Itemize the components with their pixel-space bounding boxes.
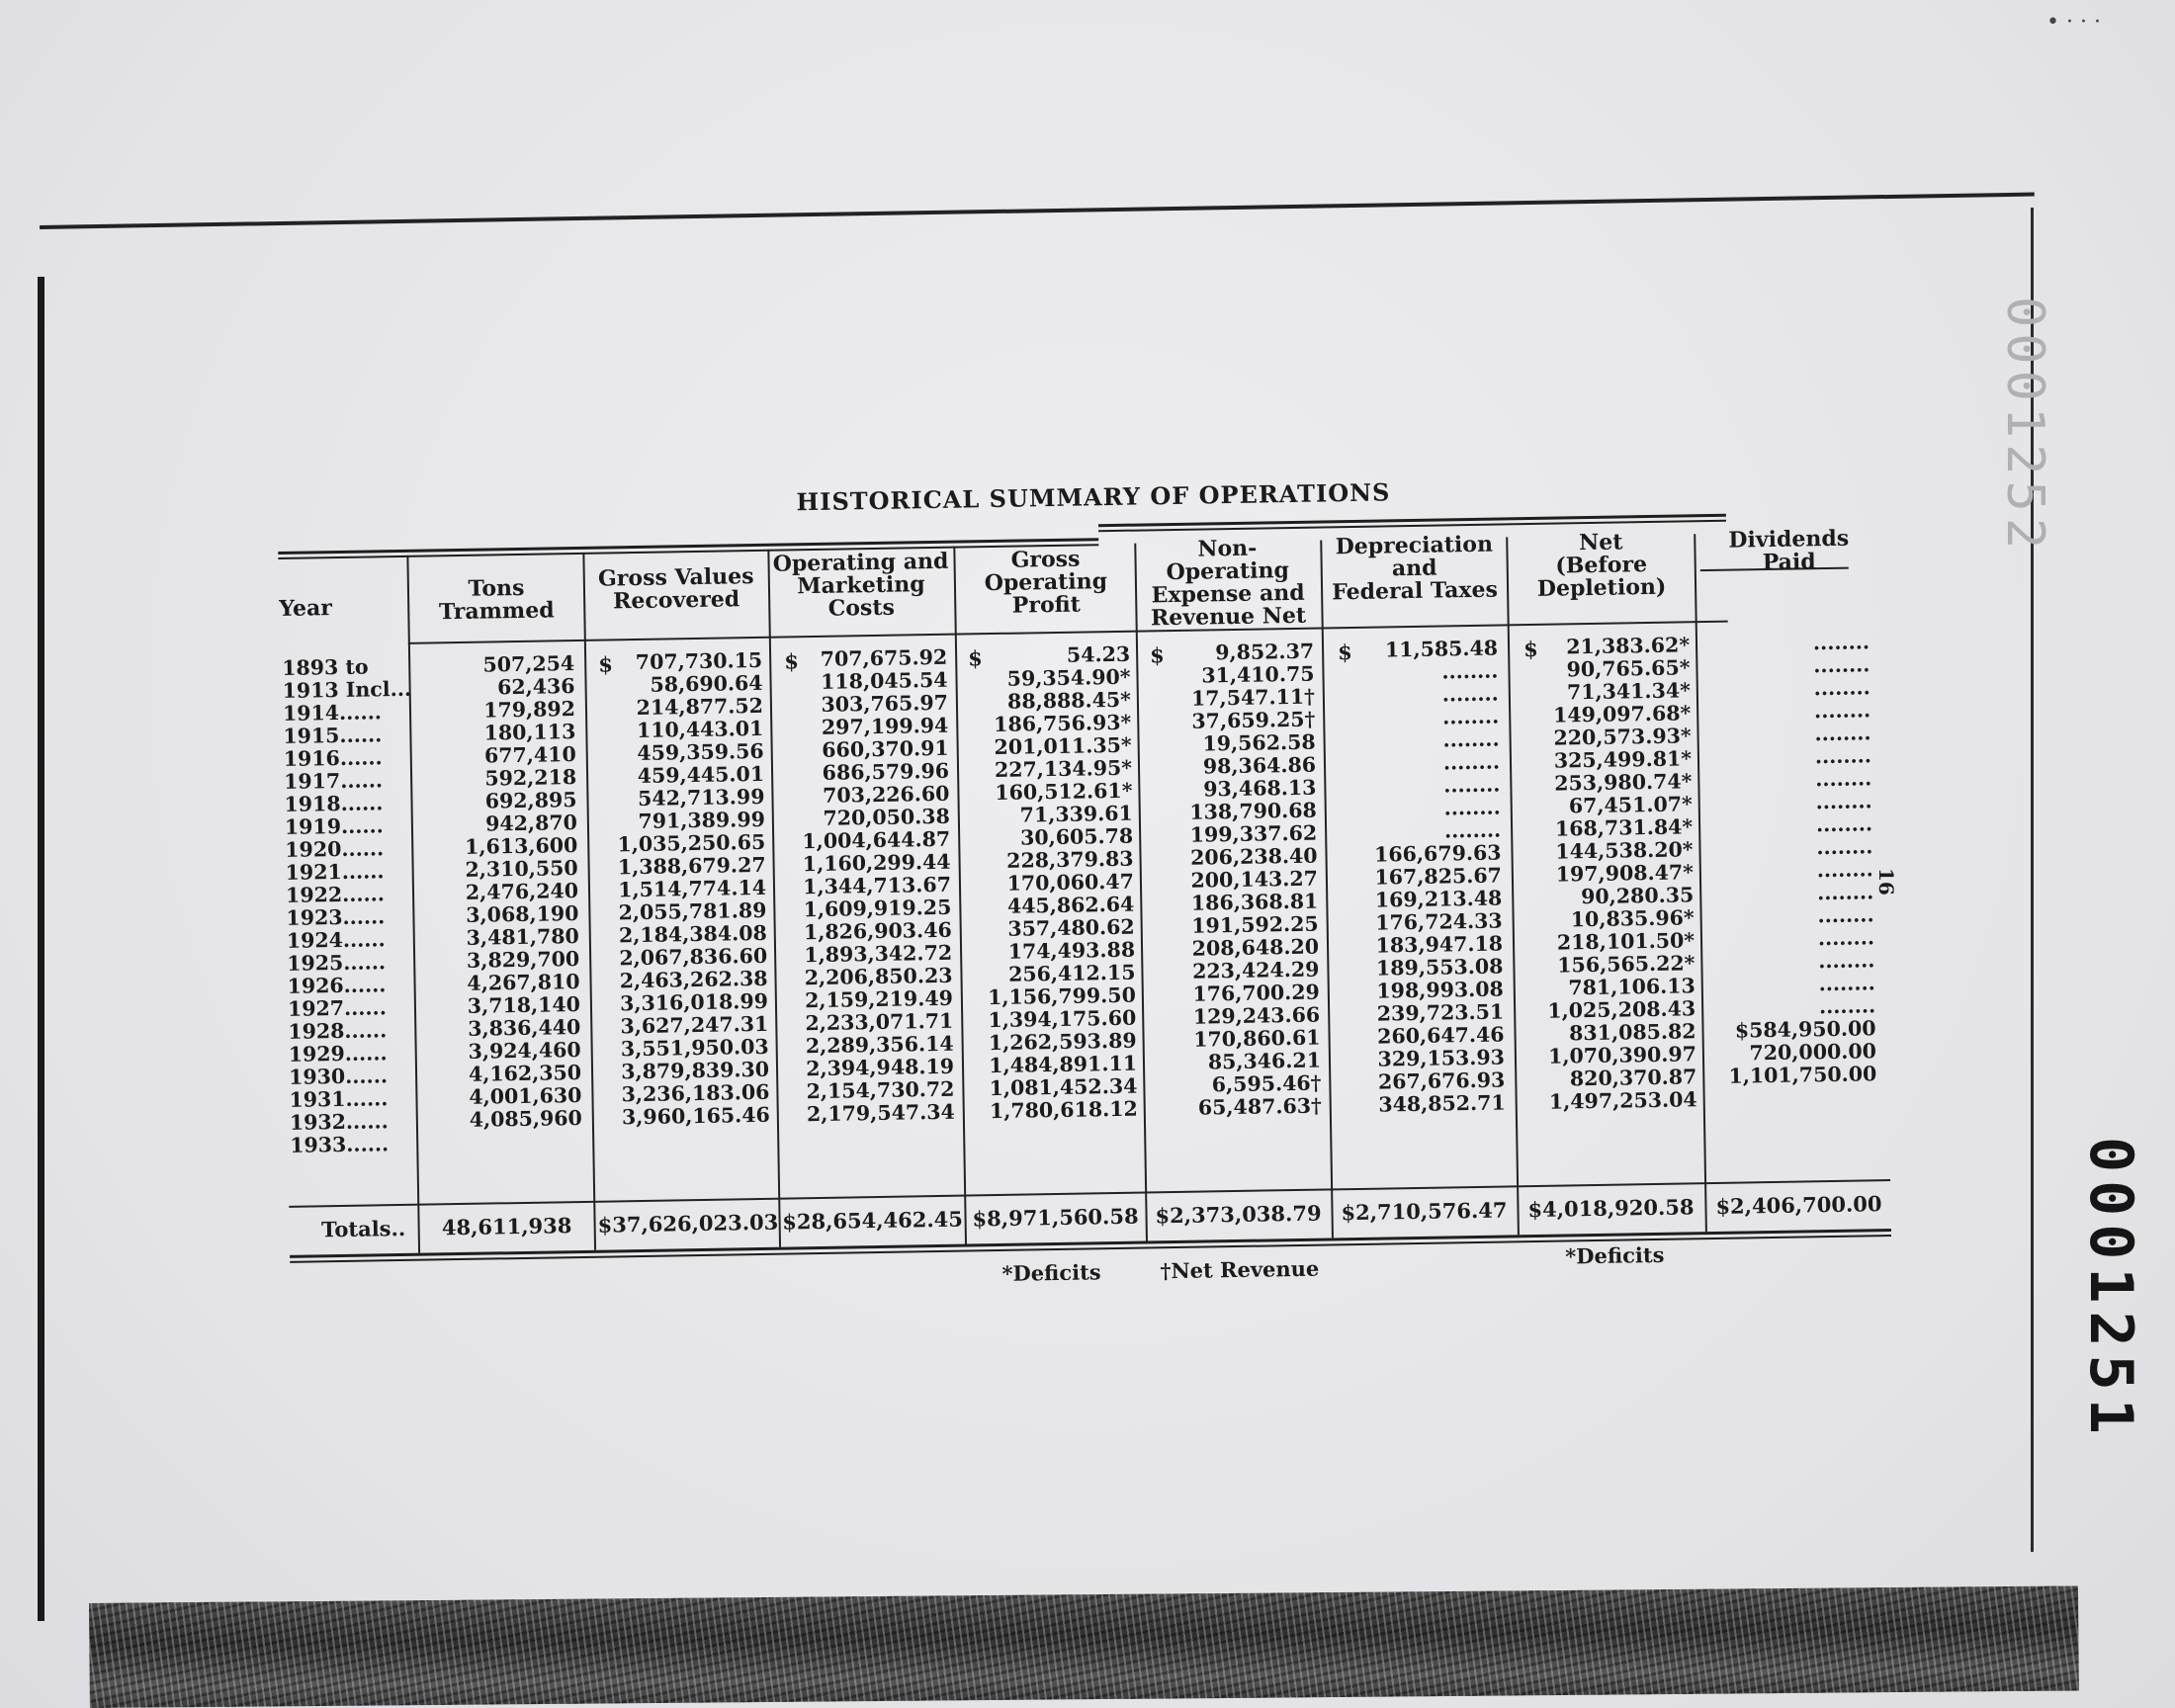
- cell-op-costs: 2,289,356.14: [805, 1031, 954, 1059]
- cell-tons: 4,001,630: [469, 1082, 582, 1109]
- cell-net: 71,341.34*: [1566, 678, 1692, 705]
- cell-op-costs: 2,206,850.23: [804, 963, 953, 990]
- summary-table: [277, 448, 1882, 1314]
- total-depreciation: $2,710,576.47: [1341, 1197, 1508, 1226]
- cell-net: 253,980.74*: [1554, 769, 1693, 796]
- cell-year: 1930......: [288, 1064, 389, 1089]
- corner-marks: • · · ·: [2046, 10, 2101, 35]
- cell-dividends: ........: [1815, 811, 1873, 837]
- cell-gross-values: 459,359.56: [637, 738, 764, 765]
- scan-edge-band: [89, 1585, 2079, 1708]
- cell-gross-profit: 227,134.95*: [994, 755, 1133, 783]
- total-gross-profit: $8,971,560.58: [972, 1203, 1139, 1232]
- cell-dividends: ........: [1816, 834, 1873, 860]
- footnote-deficits: *Deficits: [1001, 1259, 1101, 1286]
- cell-tons: 4,085,960: [469, 1105, 583, 1132]
- gross-profit-dollar: $: [967, 645, 984, 671]
- cell-non-op: 129,243.66: [1192, 1002, 1321, 1029]
- cell-net: 144,538.20*: [1555, 837, 1694, 864]
- column-dividends: [1701, 631, 1877, 1088]
- footnote-net-revenue: †Net Revenue: [1160, 1255, 1320, 1284]
- cell-gross-values: 791,389.99: [638, 807, 766, 833]
- cell-depreciation: ........: [1443, 817, 1502, 843]
- cell-non-op: 186,368.81: [1190, 889, 1319, 915]
- header-non-operating: Non-Operating Expense and Revenue Net: [1150, 535, 1307, 632]
- cell-tons: 3,836,440: [468, 1014, 581, 1041]
- cell-year: 1918......: [284, 791, 384, 816]
- cell-dividends: ........: [1813, 675, 1870, 701]
- cell-tons: 3,829,700: [466, 946, 580, 973]
- cell-depreciation: 329,153.93: [1377, 1045, 1506, 1071]
- cell-depreciation: ........: [1443, 795, 1501, 820]
- cell-non-op: 200,143.27: [1190, 866, 1319, 893]
- cell-gross-profit: 71,339.61: [1019, 801, 1133, 827]
- cell-net: 90,280.35: [1580, 883, 1695, 909]
- frame-top-border: [40, 193, 2035, 229]
- cell-non-op: 19,562.58: [1202, 729, 1316, 756]
- header-operating-costs: Operating and Marketing Costs: [772, 548, 949, 622]
- cell-op-costs: 1,160,299.44: [802, 849, 951, 877]
- cell-gross-profit: 1,156,799.50: [987, 982, 1137, 1010]
- cell-year: 1932......: [289, 1109, 389, 1135]
- cell-dividends: ........: [1817, 902, 1874, 928]
- cell-gross-profit: 186,756.93*: [993, 710, 1132, 737]
- cell-net: 1,025,208.43: [1547, 996, 1696, 1023]
- cell-gross-profit: 445,862.64: [1006, 892, 1135, 918]
- cell-dividends: ........: [1814, 743, 1872, 769]
- cell-gross-profit: 160,512.61*: [995, 778, 1133, 806]
- non-op-dollar: $: [1149, 642, 1165, 668]
- cell-year: 1893 to 1913 Incl...: [282, 654, 412, 703]
- cell-gross-profit: 170,060.47: [1006, 869, 1135, 896]
- cell-dividends: ........: [1816, 880, 1874, 905]
- cell-year: 1922......: [285, 882, 386, 907]
- cell-dividends: ........: [1815, 789, 1872, 814]
- column-depreciation: [1328, 638, 1506, 1118]
- cell-net: 325,499.81*: [1553, 746, 1693, 773]
- gross-values-dollar: $: [598, 651, 614, 677]
- cell-tons: 677,410: [483, 742, 576, 768]
- cell-net: 21,383.62*: [1566, 633, 1691, 659]
- cell-depreciation: 267,676.93: [1377, 1068, 1506, 1094]
- cell-gross-values: 2,055,781.89: [618, 897, 767, 925]
- cell-depreciation: 166,679.63: [1373, 840, 1502, 867]
- cell-tons: 1,613,600: [464, 833, 578, 859]
- cell-depreciation: 260,647.46: [1376, 1022, 1505, 1049]
- cell-op-costs: 2,154,730.72: [806, 1076, 955, 1104]
- header-depreciation: Depreciation and Federal Taxes: [1332, 531, 1499, 606]
- cell-gross-profit: 228,379.83: [1005, 846, 1134, 873]
- cell-gross-profit: 201,011.35*: [994, 732, 1132, 760]
- cell-gross-profit: 357,480.62: [1007, 914, 1135, 941]
- cell-gross-profit: 174,493.88: [1007, 937, 1136, 964]
- column-operating-costs: [779, 646, 955, 1127]
- cell-net: 1,497,253.04: [1548, 1087, 1697, 1114]
- table-title: HISTORICAL SUMMARY OF OPERATIONS: [796, 477, 1391, 517]
- totals-label: Totals..: [320, 1215, 406, 1242]
- cell-non-op: 37,659.25†: [1191, 707, 1316, 733]
- cell-net: 220,573.93*: [1553, 724, 1692, 750]
- cell-year: 1931......: [289, 1086, 389, 1112]
- cell-op-costs: 1,004,644.87: [802, 826, 951, 854]
- header-gross-values: Gross Values Recovered: [597, 563, 754, 615]
- cell-op-costs: 686,579.96: [822, 758, 950, 785]
- cell-year: 1924......: [286, 927, 386, 953]
- footnote-deficits-net: *Deficits: [1565, 1241, 1665, 1269]
- cell-gross-profit: 1,394,175.60: [988, 1005, 1137, 1033]
- cell-net: 168,731.84*: [1554, 814, 1694, 841]
- cell-op-costs: 1,609,919.25: [803, 895, 952, 922]
- cell-depreciation: 167,825.67: [1374, 863, 1503, 890]
- cell-tons: 3,924,460: [468, 1037, 581, 1064]
- cell-non-op: 208,648.20: [1191, 934, 1320, 961]
- cell-op-costs: 660,370.91: [822, 735, 949, 762]
- cell-gross-values: 2,067,836.60: [619, 943, 768, 971]
- cell-year: 1914......: [282, 700, 383, 726]
- cell-gross-profit: 1,484,891.11: [989, 1051, 1138, 1078]
- header-tons-trammed: Tons Trammed: [438, 574, 555, 626]
- cell-year: 1928......: [288, 1018, 388, 1044]
- cell-dividends: 720,000.00: [1749, 1039, 1877, 1066]
- cell-tons: 180,113: [483, 720, 576, 745]
- cell-op-costs: 1,826,903.46: [803, 917, 952, 945]
- cell-gross-values: 58,690.64: [650, 670, 763, 697]
- title-rule-right: [1098, 514, 1726, 533]
- cell-non-op: 93,468.13: [1203, 775, 1317, 802]
- cell-tons: 592,218: [484, 765, 577, 791]
- cell-dividends: ........: [1813, 698, 1871, 724]
- cell-net: 820,370.87: [1569, 1065, 1697, 1091]
- op-costs-dollar: $: [783, 648, 800, 674]
- cell-dividends: ........: [1815, 766, 1872, 792]
- cell-dividends: ........: [1812, 630, 1870, 655]
- cell-depreciation: ........: [1441, 704, 1500, 729]
- cell-year: 1925......: [287, 950, 387, 976]
- cell-non-op: 223,424.29: [1191, 957, 1320, 983]
- cell-tons: 3,068,190: [466, 900, 579, 927]
- cell-tons: 3,481,780: [466, 923, 579, 950]
- cell-net: 10,835.96*: [1570, 905, 1695, 932]
- cell-net: 1,070,390.97: [1547, 1042, 1697, 1068]
- cell-year: 1929......: [288, 1041, 388, 1067]
- cell-non-op: 199,337.62: [1189, 820, 1318, 847]
- header-year: Year: [279, 595, 333, 622]
- cell-tons: 2,476,240: [465, 879, 579, 904]
- document-control-number: 0001251: [2076, 1137, 2145, 1442]
- cell-tons: 942,870: [484, 811, 578, 836]
- cell-gross-values: 1,514,774.14: [618, 875, 767, 902]
- cell-gross-profit: 1,081,452.34: [989, 1073, 1138, 1101]
- cell-gross-values: 707,730.15: [635, 647, 763, 675]
- page-number: 16: [1874, 868, 1898, 896]
- cell-non-op: 31,410.75: [1201, 661, 1315, 688]
- depreciation-dollar: $: [1337, 639, 1352, 665]
- cell-op-costs: 2,159,219.49: [804, 985, 954, 1013]
- cell-op-costs: 707,675.92: [820, 644, 948, 671]
- cell-gross-values: 1,388,679.27: [617, 852, 766, 880]
- cell-op-costs: 2,179,547.34: [806, 1099, 955, 1127]
- column-gross-values: [594, 649, 770, 1130]
- cell-dividends: ........: [1818, 971, 1875, 996]
- cell-net: 149,097.68*: [1552, 701, 1692, 727]
- cell-op-costs: 2,233,071.71: [805, 1008, 954, 1036]
- net-dollar: $: [1522, 636, 1538, 662]
- cell-tons: 179,892: [483, 697, 576, 723]
- cell-tons: 692,895: [484, 788, 577, 813]
- cell-gross-values: 542,713.99: [637, 784, 765, 811]
- cell-depreciation: 169,213.48: [1374, 886, 1503, 912]
- cell-op-costs: 2,394,948.19: [806, 1054, 955, 1081]
- cell-depreciation: 239,723.51: [1376, 999, 1505, 1026]
- cell-gross-values: 3,960,165.46: [621, 1102, 771, 1130]
- cell-op-costs: 720,050.38: [823, 804, 951, 830]
- cell-depreciation: 11,585.48: [1384, 636, 1499, 662]
- cell-gross-profit: 256,412.15: [1007, 960, 1136, 986]
- cell-tons: 4,162,350: [468, 1060, 582, 1086]
- cell-net: 156,565.22*: [1557, 951, 1696, 978]
- cell-depreciation: 348,852.71: [1378, 1090, 1506, 1117]
- cell-year: 1923......: [286, 904, 386, 930]
- cell-net: 218,101.50*: [1556, 928, 1696, 955]
- cell-non-op: 85,346.21: [1207, 1048, 1322, 1074]
- cell-op-costs: 703,226.60: [822, 781, 950, 808]
- cell-gross-values: 2,184,384.08: [618, 920, 767, 948]
- header-dividends: Dividends Paid: [1728, 525, 1850, 576]
- cell-dividends: ........: [1818, 993, 1876, 1019]
- cell-tons: 507,254: [482, 651, 575, 677]
- total-dividends: $2,406,700.00: [1715, 1191, 1882, 1219]
- total-gross-values: $37,626,023.03: [597, 1209, 779, 1238]
- faint-stamp-number: 0001252: [1995, 297, 2054, 555]
- cell-dividends: ........: [1816, 857, 1874, 883]
- cell-gross-values: 110,443.01: [636, 716, 764, 742]
- cell-non-op: 138,790.68: [1189, 798, 1317, 824]
- cell-year: 1920......: [285, 836, 385, 862]
- cell-gross-profit: 54.23: [1066, 641, 1131, 667]
- cell-gross-profit: 1,780,618.12: [989, 1096, 1138, 1124]
- header-net: Net (Before Depletion): [1536, 529, 1667, 602]
- cell-gross-profit: 1,262,593.89: [988, 1028, 1137, 1056]
- column-tons-trammed: [418, 652, 582, 1133]
- cell-op-costs: 1,344,713.67: [802, 872, 952, 899]
- cell-depreciation: ........: [1441, 681, 1500, 707]
- cell-gross-values: 1,035,250.65: [617, 829, 766, 857]
- cell-depreciation: ........: [1441, 658, 1499, 684]
- cell-dividends: 1,101,750.00: [1728, 1062, 1877, 1088]
- cell-tons: 4,267,810: [467, 969, 580, 995]
- cell-year: 1916......: [283, 745, 383, 771]
- cell-depreciation: 189,553.08: [1375, 954, 1504, 981]
- cell-gross-values: 3,236,183.06: [621, 1079, 770, 1107]
- cell-non-op: 98,364.86: [1202, 752, 1317, 779]
- cell-non-op: 17,547.11†: [1190, 684, 1316, 711]
- cell-depreciation: 198,993.08: [1376, 977, 1504, 1003]
- cell-year: 1915......: [283, 723, 383, 748]
- total-tons: 48,611,938: [441, 1213, 572, 1240]
- cell-gross-values: 2,463,262.38: [619, 966, 768, 993]
- cell-year: 1933......: [290, 1132, 390, 1157]
- cell-tons: 62,436: [496, 674, 575, 700]
- cell-gross-values: 459,445.01: [637, 761, 765, 788]
- column-gross-profit: [962, 643, 1138, 1124]
- cell-dividends: ........: [1817, 925, 1875, 951]
- column-non-operating: [1144, 640, 1322, 1121]
- cell-year: 1919......: [284, 813, 384, 839]
- cell-tons: 3,718,140: [467, 991, 581, 1018]
- cell-depreciation: 176,724.33: [1375, 908, 1503, 935]
- cell-gross-values: 214,877.52: [636, 693, 764, 721]
- cell-net: 781,106.13: [1568, 974, 1696, 1000]
- frame-left-border: [38, 277, 44, 1621]
- cell-year: 1921......: [285, 859, 385, 885]
- header-gross-profit: Gross Operating Profit: [984, 546, 1108, 619]
- cell-net: 197,908.47*: [1555, 860, 1695, 887]
- cell-gross-values: 3,627,247.31: [620, 1011, 769, 1039]
- cell-gross-values: 3,879,839.30: [621, 1057, 770, 1084]
- total-operating-costs: $28,654,462.45: [782, 1206, 964, 1235]
- cell-gross-values: 3,551,950.03: [620, 1034, 769, 1062]
- cell-op-costs: 303,765.97: [821, 690, 949, 717]
- cell-non-op: 206,238.40: [1189, 843, 1318, 870]
- total-non-operating: $2,373,038.79: [1155, 1200, 1322, 1229]
- cell-net: 67,451.07*: [1568, 792, 1693, 818]
- cell-net: 90,765.65*: [1566, 655, 1691, 682]
- cell-depreciation: ........: [1443, 772, 1501, 798]
- cell-op-costs: 297,199.94: [821, 713, 949, 739]
- cell-year: 1927......: [287, 995, 388, 1021]
- cell-gross-values: 3,316,018.99: [619, 988, 769, 1016]
- column-year: [282, 655, 413, 1157]
- cell-depreciation: 183,947.18: [1375, 931, 1504, 958]
- cell-non-op: 65,487.63†: [1197, 1093, 1322, 1120]
- cell-net: 831,085.82: [1568, 1019, 1696, 1046]
- cell-non-op: 170,860.61: [1193, 1025, 1321, 1052]
- cell-gross-profit: 59,354.90*: [1006, 664, 1131, 691]
- cell-year: 1917......: [283, 768, 384, 794]
- column-net: [1514, 634, 1697, 1114]
- cell-dividends: $584,950.00: [1734, 1016, 1876, 1043]
- cell-depreciation: ........: [1442, 726, 1500, 752]
- cell-op-costs: 118,045.54: [820, 667, 948, 694]
- total-net: $4,018,920.58: [1527, 1194, 1695, 1223]
- cell-dividends: ........: [1813, 652, 1870, 678]
- cell-non-op: 176,700.29: [1192, 980, 1321, 1006]
- cell-non-op: 191,592.25: [1191, 911, 1319, 938]
- cell-year: 1926......: [287, 973, 387, 998]
- cell-non-op: 6,595.46†: [1211, 1070, 1322, 1097]
- cell-gross-profit: 30,605.78: [1019, 823, 1134, 850]
- cell-dividends: ........: [1814, 721, 1871, 746]
- cell-tons: 2,310,550: [465, 856, 578, 882]
- cell-gross-profit: 88,888.45*: [1006, 687, 1132, 714]
- cell-dividends: ........: [1818, 948, 1875, 974]
- cell-depreciation: ........: [1442, 749, 1501, 775]
- cell-non-op: 9,852.37: [1215, 639, 1315, 665]
- cell-op-costs: 1,893,342.72: [804, 940, 953, 968]
